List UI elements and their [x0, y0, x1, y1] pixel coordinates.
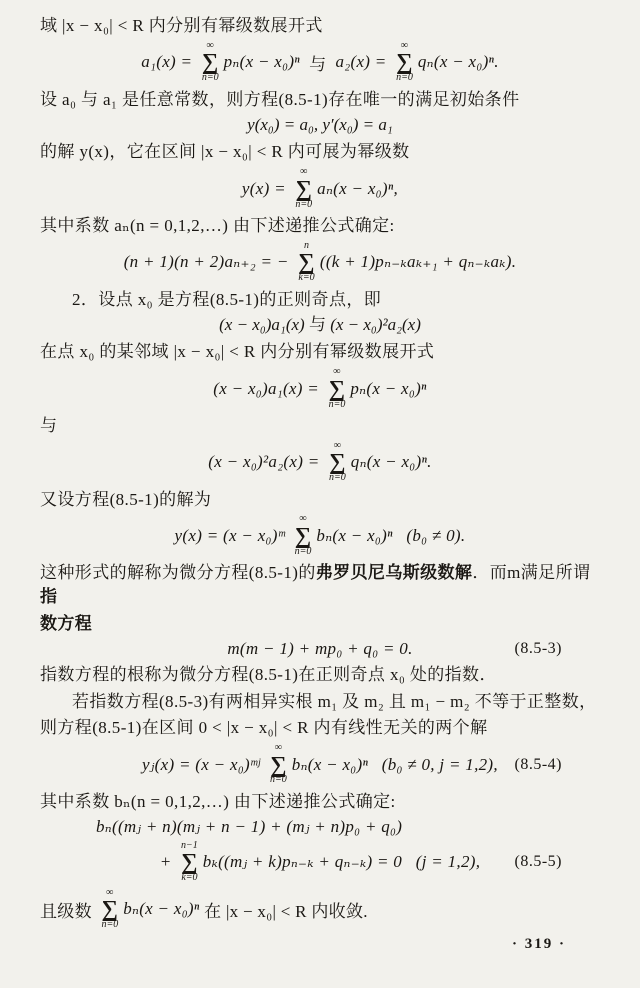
- sum-upper-limit: ∞: [300, 166, 308, 178]
- text-segment: ．而m满足所谓: [472, 563, 591, 583]
- sigma-symbol: ∑: [329, 449, 346, 475]
- formula-body: bₙ((mⱼ + n)(mⱼ + n − 1) + (mⱼ + n)p₀ + q₀): [96, 816, 403, 836]
- formula-term: qₙ(x − x₀)ⁿ.: [350, 452, 432, 472]
- text-line-arbitrary-constants: 设 a₀ 与 a₁ 是任意常数，则方程(8.5-1)存在唯一的满足初始条件: [40, 89, 520, 109]
- text-line-coefficients-an: 其中系数 aₙ(n = 0,1,2,…) 由下述递推公式确定:: [40, 216, 395, 236]
- text-segment: 且级数: [40, 901, 97, 921]
- bold-term-indicial-start: 指: [40, 587, 58, 607]
- regular-singular-pair-equation: [40, 314, 600, 337]
- sum-lower-limit: n=0: [329, 472, 346, 484]
- formula-term: bₙ(x − x₀)ⁿ (b₀ ≠ 0, j = 1,2),: [291, 754, 498, 774]
- sum-upper-limit: ∞: [333, 366, 341, 378]
- recurrence-bn-line2: [40, 841, 600, 884]
- sigma-symbol: ∑: [298, 249, 315, 275]
- formula-body: m(m − 1) + mp₀ + q₀ = 0.: [227, 638, 413, 658]
- formula-frobenius-series: [40, 514, 600, 557]
- formula-term: pₙ(x − x₀)ⁿ: [223, 52, 300, 72]
- sum-upper-limit: n: [304, 239, 310, 251]
- formula-lhs: yⱼ(x) = (x − x₀)ᵐʲ: [142, 754, 266, 774]
- formula-lhs-2: a₂(x) =: [335, 52, 392, 72]
- sum-upper-limit: ∞: [274, 742, 282, 754]
- text-line-solution-interval: 的解 y(x)，它在区间 |x − x₀| < R 内可展为幂级数: [40, 142, 410, 162]
- summation: [270, 743, 287, 786]
- recurrence-formula-an: [40, 241, 600, 284]
- text-line-coefficients-bn: 其中系数 bₙ(n = 0,1,2,…) 由下述递推公式确定:: [40, 791, 396, 811]
- summation: [101, 888, 118, 931]
- summation: [181, 841, 198, 884]
- sigma-symbol: ∑: [295, 175, 313, 201]
- formula-term: aₙ(x − x₀)ⁿ,: [317, 178, 399, 198]
- sum-lower-limit: n=0: [328, 398, 346, 410]
- sum-lower-limit: n=0: [396, 72, 413, 84]
- summation: [396, 41, 413, 84]
- summation: [295, 514, 312, 557]
- sum-lower-limit: n=0: [294, 545, 312, 557]
- equation-number: (8.5-4): [514, 755, 562, 773]
- sum-upper-limit: ∞: [299, 513, 307, 525]
- formula-lhs: a₁(x) =: [141, 52, 197, 72]
- text-line-frobenius-name: [40, 561, 600, 609]
- formula-lhs: y(x) = (x − x₀)ᵐ: [174, 525, 290, 545]
- formula-term: (x − x₀)a₁(x): [219, 315, 305, 335]
- sigma-symbol: ∑: [181, 849, 198, 875]
- sigma-symbol: ∑: [328, 375, 346, 401]
- sum-lower-limit: n=0: [201, 72, 219, 84]
- recurrence-bn-line1: [40, 817, 600, 837]
- sum-upper-limit: ∞: [400, 39, 409, 51]
- conjunction-text: 与: [299, 54, 336, 74]
- formula-term: bₖ((mⱼ + k)pₙ₋ₖ + qₙ₋ₖ) = 0 (j = 1,2),: [202, 852, 481, 872]
- sum-upper-limit: ∞: [106, 886, 114, 898]
- formula-lhs: (n + 1)(n + 2)aₙ₊₂ = −: [123, 252, 294, 272]
- formula-lhs: (x − x₀)²a₂(x) =: [208, 452, 325, 472]
- sigma-symbol: ∑: [201, 49, 219, 75]
- summation: [329, 441, 346, 484]
- text-segment: 在 |x − x₀| < R 内收敛.: [199, 901, 368, 921]
- section-2-heading: 2．设点 x₀ 是方程(8.5-1)的正则奇点，即: [72, 289, 382, 309]
- convergence-statement: [40, 888, 600, 931]
- sum-lower-limit: k=0: [298, 272, 315, 284]
- page-number: · 319 ·: [511, 936, 566, 952]
- text-line-neighborhood: 在点 x₀ 的某邻域 |x − x₀| < R 内分别有幂级数展开式: [40, 342, 435, 362]
- formula-term: (x − x₀)²a₂(x): [330, 315, 421, 335]
- text-line-assume-solution: 又设方程(8.5-1)的解为: [40, 489, 212, 509]
- text-segment: 这种形式的解称为微分方程(8.5-1)的: [40, 563, 316, 583]
- sum-upper-limit: ∞: [333, 439, 341, 451]
- sum-upper-limit: n−1: [181, 839, 198, 851]
- sum-lower-limit: n=0: [101, 918, 119, 930]
- formula-term: ((k + 1)pₙ₋ₖaₖ₊₁ + qₙ₋ₖaₖ).: [319, 252, 517, 272]
- formula-term: pₙ(x − x₀)ⁿ: [350, 378, 427, 398]
- formula-term-2: qₙ(x − x₀)ⁿ.: [417, 52, 499, 72]
- formula-lhs: +: [159, 852, 177, 872]
- sum-upper-limit: ∞: [206, 39, 214, 51]
- summation: [202, 41, 219, 84]
- bold-term-indicial-end: 数方程: [40, 613, 93, 633]
- summation: [298, 241, 315, 284]
- formula-a1-a2-expansion: [40, 41, 600, 84]
- text-line-distinct-roots: 若指数方程(8.5-3)有两相异实根 m₁ 及 m₂ 且 m₁ − m₂ 不等于正整数，: [72, 691, 597, 711]
- formula-y-power-series: [40, 167, 600, 210]
- sum-lower-limit: k=0: [181, 872, 198, 884]
- conjunction-text: 与: [308, 315, 331, 335]
- formula-yj-solutions: [40, 743, 600, 786]
- initial-conditions-equation: y(x₀) = a₀, y′(x₀) = a₁: [247, 115, 393, 135]
- text-line-domain-expansion: 域 |x − x₀| < R 内分别有幂级数展开式: [40, 16, 323, 35]
- text-line-independent-solutions: 则方程(8.5-1)在区间 0 < |x − x₀| < R 内有线性无关的两个解: [40, 718, 488, 738]
- sigma-symbol: ∑: [270, 751, 287, 777]
- text-line-conjunction: 与: [40, 416, 58, 436]
- formula-lhs: y(x) =: [241, 178, 291, 198]
- formula-term: bₙ(x − x₀)ⁿ: [123, 899, 200, 918]
- formula-term: bₙ(x − x₀)ⁿ (b₀ ≠ 0).: [316, 525, 466, 545]
- equation-number: (8.5-3): [514, 639, 562, 657]
- indicial-equation: [40, 639, 600, 659]
- bold-term-frobenius: 弗罗贝尼乌斯级数解: [315, 563, 473, 583]
- equation-number: (8.5-5): [514, 853, 562, 871]
- summation: [329, 367, 346, 410]
- formula-x2a2-expansion: [40, 441, 600, 484]
- sigma-symbol: ∑: [396, 49, 413, 75]
- formula-lhs: (x − x₀)a₁(x) =: [213, 378, 324, 398]
- text-line-indicial-roots: 指数方程的根称为微分方程(8.5-1)在正则奇点 x₀ 处的指数．: [40, 664, 497, 684]
- formula-xa1-expansion: [40, 367, 600, 410]
- sigma-symbol: ∑: [294, 522, 312, 548]
- sum-lower-limit: n=0: [295, 198, 313, 210]
- summation: [295, 167, 312, 210]
- sigma-symbol: ∑: [101, 896, 119, 922]
- sum-lower-limit: n=0: [270, 774, 287, 786]
